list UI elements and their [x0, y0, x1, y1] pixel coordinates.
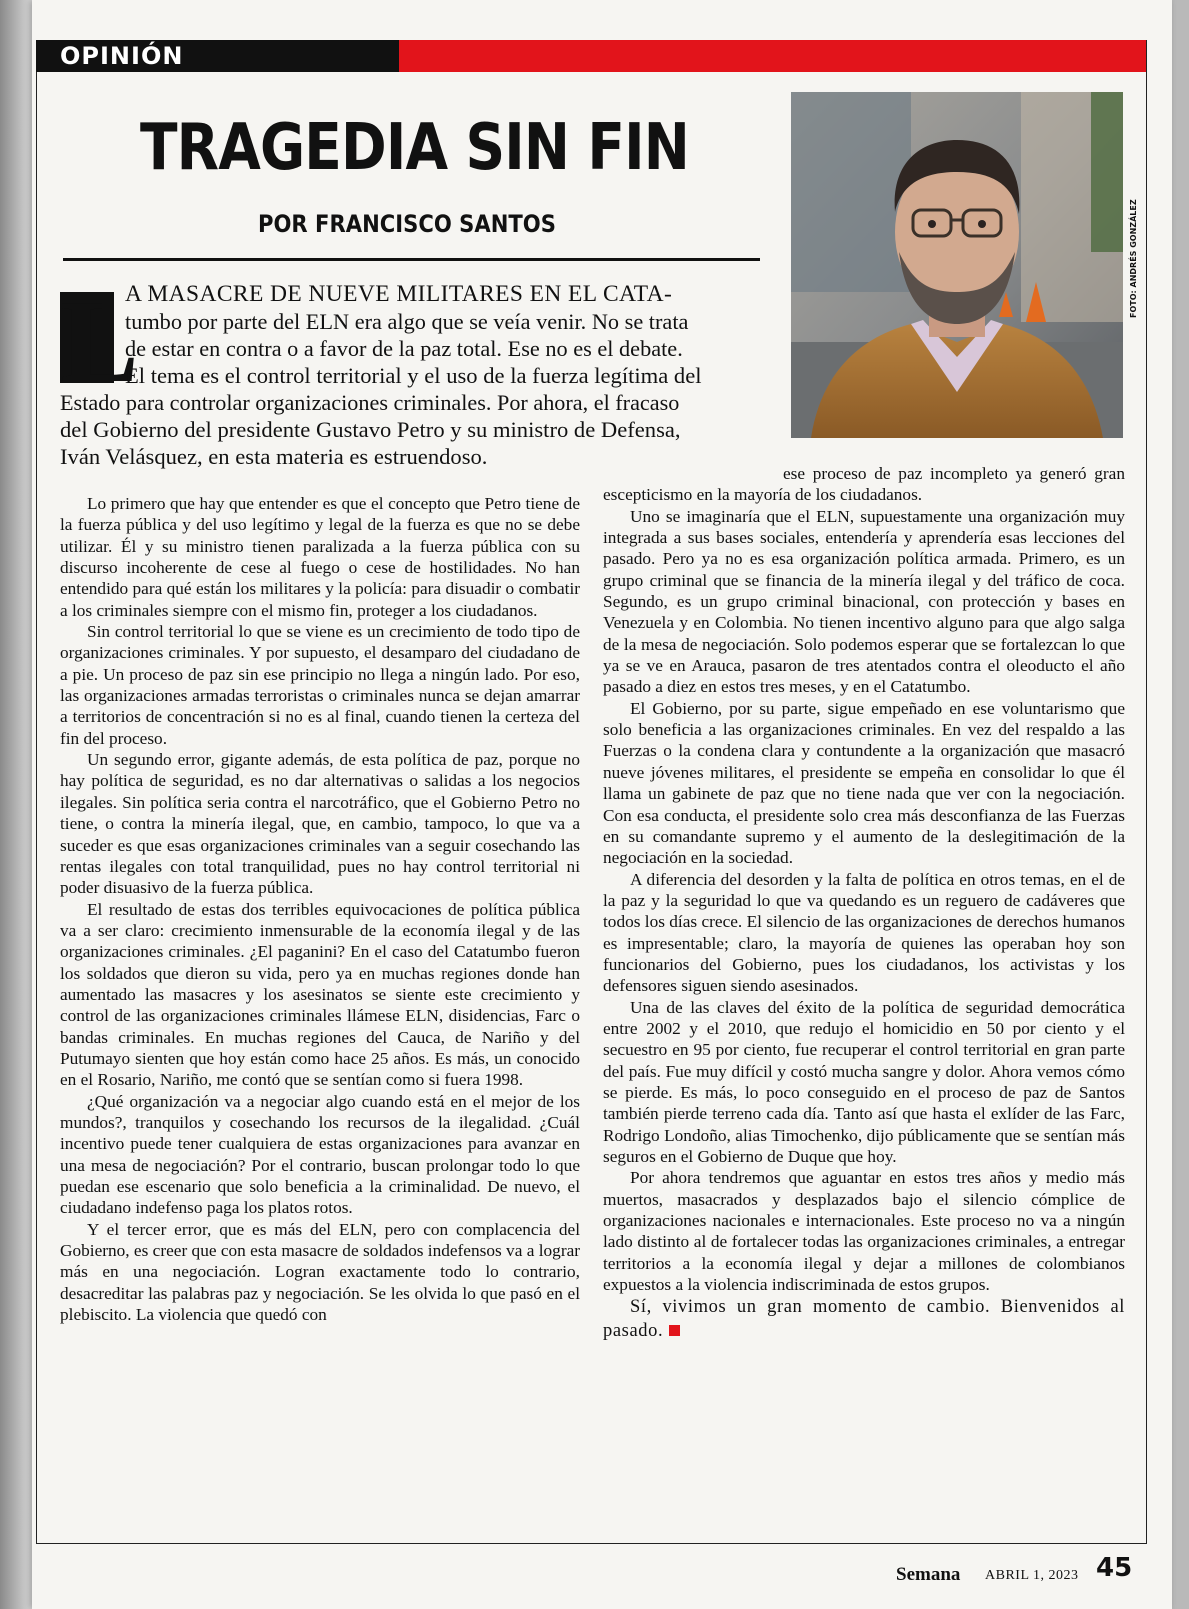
lead-line-7: Iván Velásquez, en esta materia es estruendoso.	[60, 444, 488, 469]
paragraph: Una de las claves del éxito de la política de seguridad democrática entre 2002 y el 2010, que redujo el homicidio en 50 por ciento y el secuestro en 95 por ciento, fue recuperar el control territorial en gran parte del país. Fue muy difícil y costó mucha sangre y dolor. Ahora vemos cómo se pierde. Es más, lo poco conseguido en el proceso de paz de Santos también pierde terreno cada día. Tanto así que hasta el exlíder de las Farc, Rodrigo Londoño, alias Timochenko, dijo públicamente que se sentían más seguros en el Gobierno de Duque que hoy.	[603, 997, 1125, 1166]
paragraph: Lo primero que hay que entender es que el concepto que Petro tiene de la fuerza pública y del uso legítimo y legal de la fuerza es que no se debe utilizar. Él y su ministro tienen paralizada a la fuerza pública con su discurso incoherente de cese al fuego o cese de hostilidades. No han entendido para qué están los militares y la policía: para disuadir o combatir a los criminales siempre con el mismo fin, proteger a los ciudadanos.	[60, 494, 580, 620]
article-column-1	[60, 493, 580, 1325]
closing-text: Sí, vivimos un gran momento de cambio. Bienvenidos al pasado.	[603, 1297, 1125, 1342]
paragraph: Uno se imaginaría que el ELN, supuestamente una organización muy integrada a sus bases sociales, entendería y aprendería esas lecciones del pasado. Pero ya no es esa organización política armada. Primero, es un grupo criminal que se financia de la minería ilegal y del tráfico de coca. Segundo, es un grupo criminal binacional, con protección y bases en Venezuela y en Colombia. No tienen incentivo alguno para que algo salga de la mesa de negociación. Solo podemos esperar que se fortalezcan lo que ya se ve en Arauca, pasaron de tres atentados contra el oleoducto el año pasado a diez en estos tres meses, y en el Catatumbo.	[603, 506, 1125, 697]
closing-paragraph	[603, 1295, 1125, 1343]
footer-date: ABRIL 1, 2023	[985, 1568, 1079, 1583]
drop-cap-letter: L	[60, 276, 139, 407]
lead-line-1: A MASACRE DE NUEVE MILITARES EN EL CATA-	[125, 281, 673, 307]
headline: TRAGEDIA SIN FIN	[140, 111, 689, 185]
author-photo-illustration	[791, 92, 1123, 438]
paragraph: Sin control territorial lo que se viene es un crecimiento de todo tipo de organizaciones criminales. Y por supuesto, el desamparo del ciudadano de a pie. Un proceso de paz sin ese principio no llega a ningún lado. Por eso, las organizaciones armadas terroristas o criminales nunca se dejan amarrar a territorios de concentración si no es al final, cuando tienen la certeza del fin del proceso.	[60, 622, 580, 748]
paragraph: A diferencia del desorden y la falta de política en otros temas, en el de la paz y la seguridad lo que va quedando es un reguero de cadáveres que todos los días crece. El silencio de las organizaciones de derechos humanos es impresentable; claro, la mayoría de quienes las operaban hoy son funcionarios del Gobierno, pues los ciudadanos, los activistas y los defensores siguen siendo asesinados.	[603, 869, 1125, 996]
section-label: OPINIÓN	[60, 42, 184, 70]
lead-line-3: de estar en contra o a favor de la paz total. Ese no es el debate.	[125, 336, 683, 361]
drop-cap	[60, 276, 139, 407]
paragraph: ese proceso de paz incompleto ya generó gran escepticismo en la mayoría de los ciudadanos.	[603, 464, 1125, 505]
author-photo	[791, 92, 1123, 438]
lead-line-5: Estado para controlar organizaciones criminales. Por ahora, el fracaso	[60, 390, 680, 415]
end-mark-icon	[669, 1325, 680, 1336]
byline-rule	[63, 258, 760, 261]
paragraph: Por ahora tendremos que aguantar en estos tres años y medio más muertos, masacrados y desplazados bajo el silencio cómplice de organizaciones nacionales e internacionales. Este proceso no va a ningún lado distinto al de fortalecer todas las organizaciones criminales, a entregar territorios a la economía ilegal y dejar a millones de colombianos expuestos a la violencia indiscriminada de estos grupos.	[603, 1168, 1125, 1295]
section-banner-red	[399, 40, 1146, 72]
paragraph: ¿Qué organización va a negociar algo cuando está en el mejor de los mundos?, tranquilos y cosechando los recursos de la ilegalidad. ¿Cuál incentivo puede tener cualquiera de estas organizaciones para avanzar en una mesa de negociación? Por el contrario, buscan prolongar todo lo que puedan ese escenario que solo beneficia a la criminalidad. De nuevo, el ciudadano indefenso paga los platos rotos.	[60, 1091, 580, 1218]
paragraph: El Gobierno, por su parte, sigue empeñado en ese voluntarismo que solo beneficia a las organizaciones criminales. En vez del respaldo a las Fuerzas o la condena clara y contundente a la organización que masacró nueve jóvenes militares, el presidente se empeña en consolidar lo que él llama un gabinete de paz que no tiene nada que ver con la negociación. Con esa conducta, el presidente solo crea más desconfianza de las Fuerzas en su comandante supremo y el aumento de la deslegitimación de la negociación en la sociedad.	[603, 698, 1125, 868]
lead-line-6: del Gobierno del presidente Gustavo Petro y su ministro de Defensa,	[60, 417, 681, 442]
photo-credit: FOTO: ANDRÉS GONZÁLEZ	[1129, 199, 1138, 318]
lead-line-4: El tema es el control territorial y el uso de la fuerza legítima del	[125, 363, 702, 388]
lead-line-2: tumbo por parte del ELN era algo que se veía venir. No se trata	[125, 309, 689, 334]
byline: POR FRANCISCO SANTOS	[258, 210, 556, 238]
footer-page-number: 45	[1096, 1553, 1133, 1583]
article-column-2	[603, 463, 1125, 1343]
paragraph: Un segundo error, gigante además, de esta política de paz, porque no hay política de seguridad, es no dar alternativas o salidas a los negocios ilegales. Sin política seria contra el narcotráfico, que el Gobierno Petro no tiene, o contra la minería ilegal, que, en cambio, tampoco, lo que va a suceder es que esas organizaciones criminales van a seguir cosechando las rentas ilegales con total tranquilidad, pues no hay control territorial ni poder disuasivo de la fuerza pública.	[60, 750, 580, 898]
footer-magazine-name: Semana	[896, 1564, 961, 1585]
paragraph: El resultado de estas dos terribles equivocaciones de política pública va a ser claro: crecimiento inmensurable de la economía ilegal y de las organizaciones criminales. ¿El paganini? En el caso del Catatumbo fueron los soldados que dieron su vida, pero ya en muchas regiones donde han aumentado las masacres y los asesinatos se siente este crecimiento y control de las organizaciones criminales llámese ELN, disidencias, Farc o bandas criminales. En muchas regiones del Cauca, de Nariño y del Putumayo sienten que hoy están como hace 25 años. Es más, un conocido en el Rosario, Nariño, me contó que se sentían como si fuera 1998.	[60, 899, 580, 1090]
paragraph: Y el tercer error, que es más del ELN, pero con complacencia del Gobierno, es creer que con esta masacre de soldados indefensos va a lograr más en una negociación. Logran exactamente todo lo contrario, desacreditar las palabras paz y negociación. Se les olvida lo que pasó en el plebiscito. La violencia que quedó con	[60, 1219, 580, 1325]
